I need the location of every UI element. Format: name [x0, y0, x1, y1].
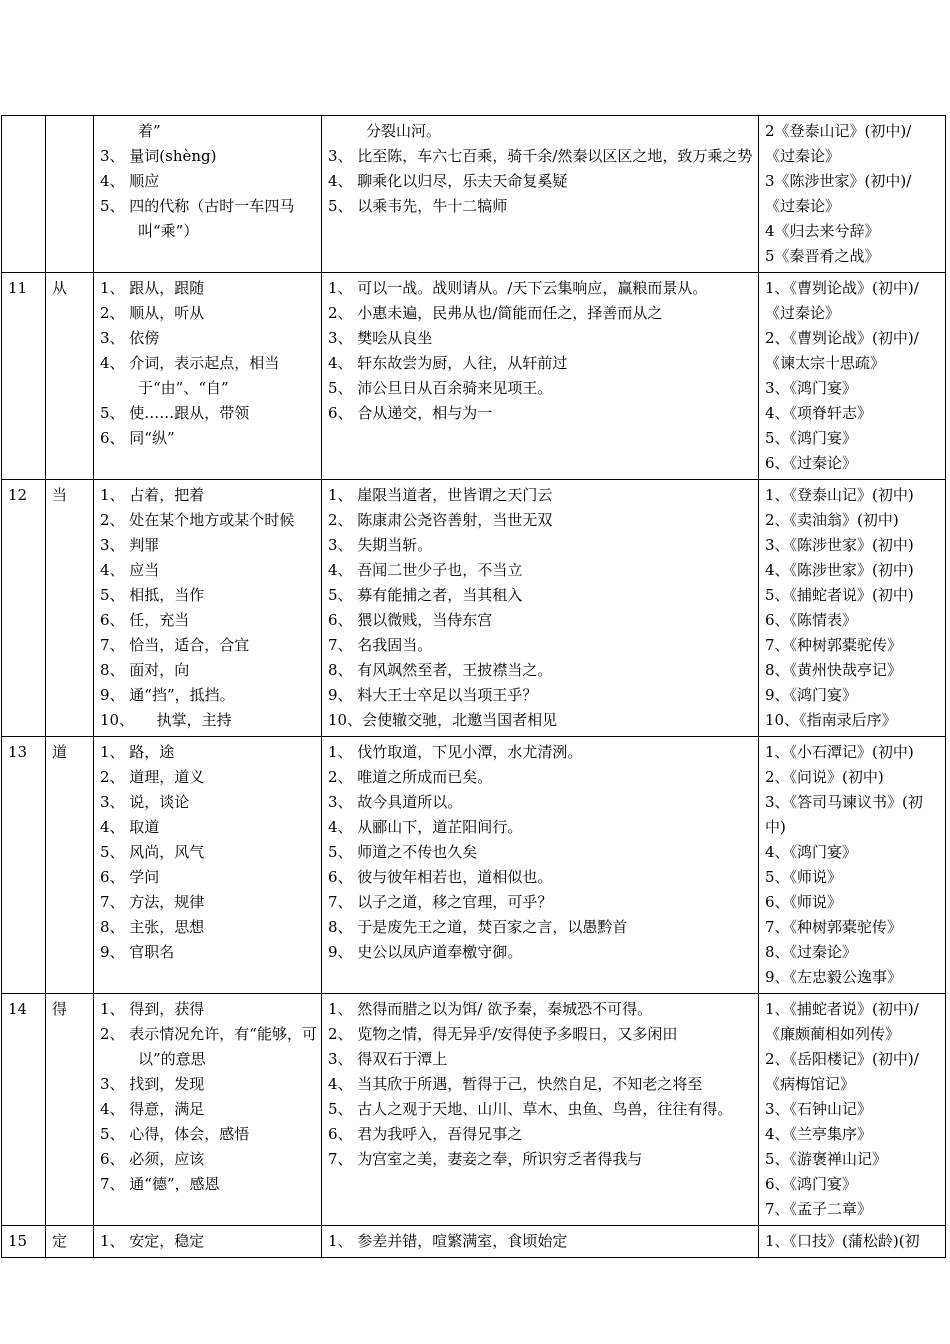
source-line: 1、《口技》(蒲松龄)(初 — [765, 1232, 920, 1250]
example-line: 2、 唯道之所成而已矣。 — [328, 768, 493, 786]
source-line: 3、《陈涉世家》(初中) — [765, 536, 914, 554]
sources-cell — [759, 116, 946, 273]
sources-cell — [759, 480, 946, 737]
source-line: 3、《答司马谏议书》(初中) — [765, 793, 923, 836]
meaning-line: 1、 得到，获得 — [100, 1000, 205, 1018]
example-line: 7、 以子之道，移之官理，可乎？ — [328, 893, 553, 911]
meaning-line: 1、 跟从，跟随 — [100, 279, 205, 297]
meaning-line: 8、 面对，向 — [100, 661, 190, 679]
example-line: 10、会使辙交驰，北邀当国者相见 — [328, 711, 558, 729]
source-line: 2、《岳阳楼记》(初中)/《病梅馆记》 — [765, 1050, 919, 1093]
meaning-line: 2、 表示情况允许，有“能够，可以”的意思 — [100, 1025, 317, 1068]
entry-number: 12 — [2, 480, 46, 737]
meaning-line: 5、 相抵，当作 — [100, 586, 205, 604]
source-line: 8、《过秦论》 — [765, 943, 858, 961]
example-line: 5、 沛公旦日从百余骑来见项王。 — [328, 379, 553, 397]
meaning-line: 3、 找到，发现 — [100, 1075, 205, 1093]
meanings-cell — [94, 737, 322, 994]
meaning-line: 5、 心得，体会，感悟 — [100, 1125, 250, 1143]
source-line: 3《陈涉世家》(初中)/《过秦论》 — [765, 172, 912, 215]
example-line: 1、 伐竹取道，下见小潭，水尤清洌。 — [328, 743, 583, 761]
meaning-line: 6、 学问 — [100, 868, 160, 886]
source-line: 6、《陈情表》 — [765, 611, 858, 629]
meaning-line: 4、 顺应 — [100, 172, 160, 190]
entry-number: 15 — [2, 1226, 46, 1258]
source-line: 4、《鸿门宴》 — [765, 843, 858, 861]
source-line: 5、《捕蛇者说》(初中) — [765, 586, 914, 604]
source-line: 5《秦晋肴之战》 — [765, 247, 880, 265]
example-line: 5、 古人之观于天地、山川、草木、虫鱼、鸟兽，往往有得。 — [328, 1100, 733, 1118]
example-line: 6、 君为我呼入，吾得兄事之 — [328, 1125, 523, 1143]
source-line: 8、《黄州快哉亭记》 — [765, 661, 903, 679]
meanings-cell — [94, 116, 322, 273]
table-body — [2, 116, 946, 1258]
examples-cell — [322, 994, 759, 1226]
example-line: 8、 于是废先王之道，焚百家之言，以愚黔首 — [328, 918, 628, 936]
source-line: 6、《鸿门宴》 — [765, 1175, 858, 1193]
example-line: 3、 樊哙从良坐 — [328, 329, 433, 347]
meaning-line: 3、 依傍 — [100, 329, 160, 347]
sources-cell — [759, 994, 946, 1226]
source-line: 7、《种树郭橐驼传》 — [765, 636, 903, 654]
meaning-line: 4、 介词，表示起点，相当于“由”、“自” — [100, 354, 280, 397]
meaning-line: 3、 量词(shèng) — [100, 147, 217, 165]
example-line: 2、 小惠未遍，民弗从也/简能而任之，择善而从之 — [328, 304, 663, 322]
meaning-line: 1、 占着，把着 — [100, 486, 205, 504]
entry-character: 定 — [46, 1226, 94, 1258]
example-line: 3、 失期当斩。 — [328, 536, 433, 554]
source-line: 2、《卖油翁》(初中) — [765, 511, 899, 529]
meaning-line: 8、 主张，思想 — [100, 918, 205, 936]
table-row — [2, 273, 946, 480]
table-row — [2, 1226, 946, 1258]
example-line: 6、 猥以微贱，当侍东宫 — [328, 611, 493, 629]
example-line: 1、 可以一战。战则请从。/天下云集响应，赢粮而景从。 — [328, 279, 708, 297]
example-line: 1、 崖限当道者，世皆谓之天门云 — [328, 486, 553, 504]
meaning-line: 6、 任，充当 — [100, 611, 190, 629]
meaning-line: 7、 通“德”，感恩 — [100, 1175, 220, 1193]
sources-cell — [759, 737, 946, 994]
entry-character: 从 — [46, 273, 94, 480]
example-line: 2、 陈康肃公尧咨善射，当世无双 — [328, 511, 553, 529]
sources-cell — [759, 1226, 946, 1258]
meaning-line: 4、 应当 — [100, 561, 160, 579]
meaning-line: 1、 安定，稳定 — [100, 1232, 205, 1250]
source-line: 1、《捕蛇者说》(初中)/《廉颇蔺相如列传》 — [765, 1000, 919, 1043]
sources-cell — [759, 273, 946, 480]
source-line: 2、《问说》(初中) — [765, 768, 884, 786]
source-line: 6、《师说》 — [765, 893, 843, 911]
meaning-line: 9、 官职名 — [100, 943, 175, 961]
source-line: 5、《游褒禅山记》 — [765, 1150, 888, 1168]
example-line: 8、 有风飒然至者，王披襟当之。 — [328, 661, 553, 679]
example-line: 3、 故今具道所以。 — [328, 793, 463, 811]
entry-number — [2, 116, 46, 273]
meaning-line: 2、 处在某个地方或某个时候 — [100, 511, 295, 529]
meaning-line: 1、 路，途 — [100, 743, 175, 761]
source-line: 9、《鸿门宴》 — [765, 686, 858, 704]
example-line: 2、 览物之情，得无异乎/安得使予多暇日，又多闲田 — [328, 1025, 678, 1043]
meanings-cell — [94, 480, 322, 737]
meaning-line: 2、 道理，道义 — [100, 768, 205, 786]
meaning-line: 9、 通“挡”，抵挡。 — [100, 686, 235, 704]
example-line: 7、 名我固当。 — [328, 636, 433, 654]
meaning-line: 5、 使……跟从，带领 — [100, 404, 250, 422]
source-line: 1、《登泰山记》(初中) — [765, 486, 914, 504]
source-line: 5、《师说》 — [765, 868, 843, 886]
meaning-line: 4、 取道 — [100, 818, 160, 836]
vocabulary-table — [1, 115, 946, 1258]
example-line: 4、 轩东故尝为厨，人往，从轩前过 — [328, 354, 568, 372]
source-line: 5、《鸿门宴》 — [765, 429, 858, 447]
source-line: 9、《左忠毅公逸事》 — [765, 968, 903, 986]
meanings-cell — [94, 273, 322, 480]
source-line: 4、《项脊轩志》 — [765, 404, 873, 422]
meaning-line: 5、 四的代称（古时一车四马叫“乘”） — [100, 197, 295, 240]
table-row — [2, 480, 946, 737]
meaning-line: 7、 恰当，适合，合宜 — [100, 636, 250, 654]
example-line: 3、 得双石于潭上 — [328, 1050, 448, 1068]
source-line: 7、《种树郭橐驼传》 — [765, 918, 903, 936]
examples-cell — [322, 116, 759, 273]
entry-character — [46, 116, 94, 273]
meaning-line: 3、 说，谈论 — [100, 793, 190, 811]
example-line: 5、 募有能捕之者，当其租入 — [328, 586, 523, 604]
source-line: 7、《孟子二章》 — [765, 1200, 873, 1218]
example-line: 7、 为宫室之美，妻妾之奉，所识穷乏者得我与 — [328, 1150, 643, 1168]
examples-cell — [322, 273, 759, 480]
meaning-line: 5、 风尚，风气 — [100, 843, 205, 861]
example-line: 1、 然得而腊之以为饵/ 欲予秦，秦城恐不可得。 — [328, 1000, 653, 1018]
example-line: 4、 当其欣于所遇，暂得于己，快然自足，不知老之将至 — [328, 1075, 703, 1093]
entry-character: 当 — [46, 480, 94, 737]
entry-character: 道 — [46, 737, 94, 994]
source-line: 2、《曹刿论战》(初中)/《谏太宗十思疏》 — [765, 329, 919, 372]
entry-number: 14 — [2, 994, 46, 1226]
source-line: 4、《陈涉世家》(初中) — [765, 561, 914, 579]
example-line: 分裂山河。 — [366, 122, 442, 140]
example-line: 6、 合从递交，相与为一 — [328, 404, 493, 422]
meanings-cell — [94, 994, 322, 1226]
source-line: 4、《兰亭集序》 — [765, 1125, 873, 1143]
meanings-cell — [94, 1226, 322, 1258]
example-line: 4、 聊乘化以归尽，乐夫天命复奚疑 — [328, 172, 568, 190]
meaning-line: 10、 执掌，主持 — [100, 711, 232, 729]
source-line: 1、《曹刿论战》(初中)/《过秦论》 — [765, 279, 919, 322]
example-line: 9、 史公以凤庐道奉檄守御。 — [328, 943, 523, 961]
entry-character: 得 — [46, 994, 94, 1226]
meaning-line: 7、 方法，规律 — [100, 893, 205, 911]
source-line: 3、《石钟山记》 — [765, 1100, 873, 1118]
meaning-line: 4、 得意，满足 — [100, 1100, 205, 1118]
entry-number: 13 — [2, 737, 46, 994]
source-line: 3、《鸿门宴》 — [765, 379, 858, 397]
meaning-line: 6、 同“纵” — [100, 429, 175, 447]
source-line: 10、《指南录后序》 — [765, 711, 897, 729]
example-line: 4、 从郦山下，道芷阳间行。 — [328, 818, 523, 836]
examples-cell — [322, 737, 759, 994]
example-line: 4、 吾闻二世少子也，不当立 — [328, 561, 523, 579]
meaning-line: 着” — [138, 122, 161, 140]
example-line: 3、 比至陈，车六七百乘，骑千余/然秦以区区之地，致万乘之势 — [328, 147, 753, 165]
table-row — [2, 994, 946, 1226]
example-line: 5、 师道之不传也久矣 — [328, 843, 478, 861]
example-line: 9、 料大王士卒足以当项王乎？ — [328, 686, 538, 704]
source-line: 6、《过秦论》 — [765, 454, 858, 472]
meaning-line: 6、 必须，应该 — [100, 1150, 205, 1168]
meaning-line: 2、 顺从，听从 — [100, 304, 205, 322]
meaning-line: 3、 判罪 — [100, 536, 160, 554]
example-line: 5、 以乘韦先，牛十二犒师 — [328, 197, 508, 215]
example-line: 6、 彼与彼年相若也，道相似也。 — [328, 868, 553, 886]
source-line: 2《登泰山记》(初中)/《过秦论》 — [765, 122, 912, 165]
table-row — [2, 737, 946, 994]
source-line: 4《归去来兮辞》 — [765, 222, 880, 240]
examples-cell — [322, 1226, 759, 1258]
examples-cell — [322, 480, 759, 737]
table-row — [2, 116, 946, 273]
source-line: 1、《小石潭记》(初中) — [765, 743, 914, 761]
entry-number: 11 — [2, 273, 46, 480]
example-line: 1、 参差并错，喧繁满室，食顷始定 — [328, 1232, 568, 1250]
